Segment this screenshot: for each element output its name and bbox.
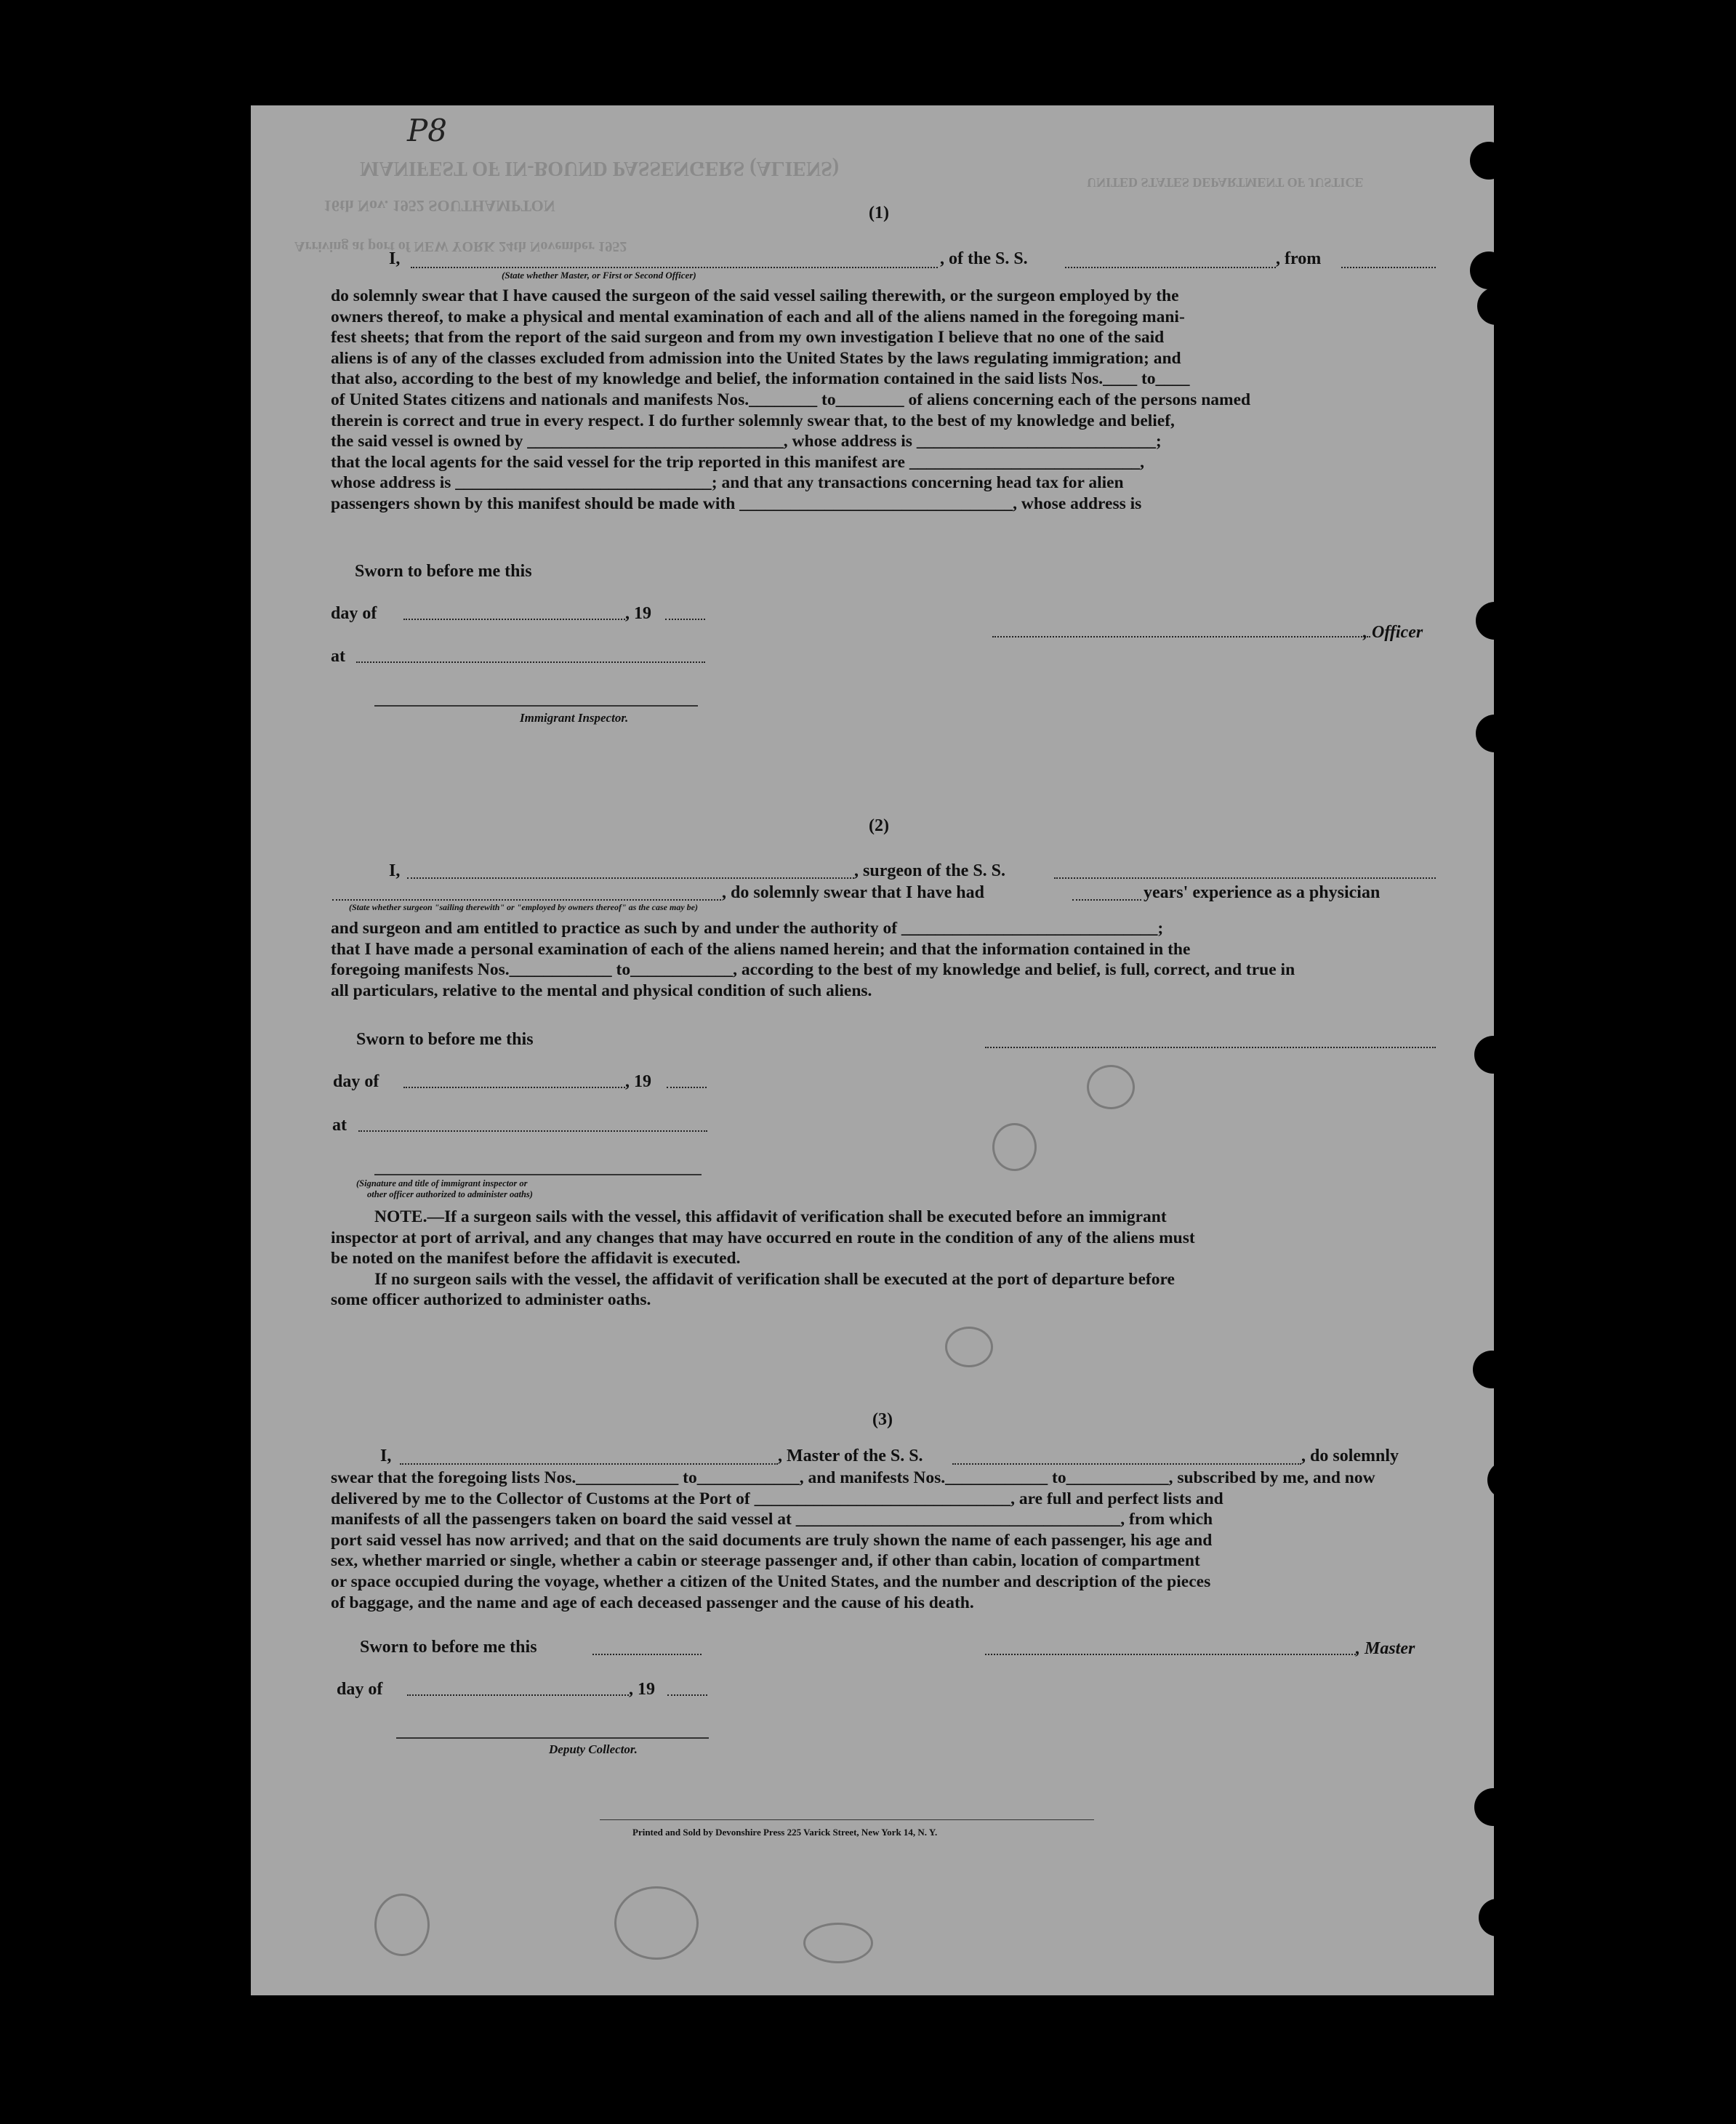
section-3-number: (3): [872, 1410, 893, 1429]
faint-department: UNITED STATES DEPARTMENT OF JUSTICE: [1087, 175, 1364, 190]
section-2-body: and surgeon and am entitled to practice as such by and under the authority of ______________________________; that I have made a personal examination of each of the aliens named herein; and that the information contained in the foregoing manifests Nos.____________ to____________, according to the best of my knowledge and belief, is full, correct, and true in all particulars, relative to the mental and physical condition of such aliens.: [331, 919, 1295, 1000]
punch-hole: [1474, 1788, 1512, 1826]
section-2-year: , 19: [625, 1072, 651, 1091]
faint-title: MANIFEST OF IN-BOUND PASSENGERS (ALIENS): [360, 157, 840, 180]
ink-stamp-mark: [1087, 1065, 1135, 1109]
manifest-page: [251, 105, 1494, 1995]
section-1-at: at: [331, 647, 345, 666]
punch-hole: [1477, 287, 1515, 325]
punch-hole: [1476, 715, 1514, 752]
section-3-i: I,: [380, 1447, 392, 1465]
section-3-day-of: day of: [337, 1680, 383, 1699]
punch-hole: [1470, 252, 1508, 289]
section-3-master: , Master of the S. S.: [778, 1447, 923, 1465]
section-1-caption: (State whether Master, or First or Second Officer): [502, 270, 696, 281]
section-2-signature-caption-2: other officer authorized to administer oaths): [367, 1189, 533, 1199]
section-3-body: swear that the foregoing lists Nos.____________ to____________, and manifests Nos.____________ to____________, subscribed by me, and now delivered by me to the Collector of Customs at the Port of ______________________________, are full and perfect lists and manifests of all the passengers taken on board the said vessel at ______________________________________, from which port said vessel has now arrived; and that on the said documents are truly shown the name of each passenger, his age and sex, whether married or single, whether a cabin or steerage passenger and, if other than cabin, location of compartment or space occupied during the voyage, whether a citizen of the United States, and the number and description of the pieces of baggage, and the name and age of each deceased passenger and the cause of his death.: [331, 1468, 1375, 1612]
ink-stamp-mark: [614, 1886, 699, 1960]
section-2-day-of: day of: [333, 1072, 379, 1091]
faint-ship-line: 16th Nov. 1952 SOUTHAMPTON: [324, 197, 555, 215]
section-1-number: (1): [869, 204, 889, 222]
page-annotation: P8: [407, 113, 447, 148]
section-2-years: years' experience as a physician: [1144, 883, 1381, 902]
section-3-sworn: Sworn to before me this: [360, 1638, 537, 1657]
punch-hole: [1473, 1351, 1511, 1388]
punch-hole: [1479, 1899, 1516, 1936]
section-1-sworn: Sworn to before me this: [355, 562, 532, 581]
section-1-year: , 19: [625, 604, 651, 623]
section-3-collector-caption: Deputy Collector.: [549, 1742, 638, 1756]
section-1-body: do solemnly swear that I have caused the surgeon of the said vessel sailing therewith, or the surgeon employed by the owners thereof, to make a physical and mental examination of each and all of the aliens named in the foregoing mani- fest sheets; that from the report of the said surgeon and from my own investigation I believe that no one of the said aliens is of any of the classes excluded from admission into the United States by the laws regulating immigration; and that also, according to the best of my knowledge and belief, the information contained in the said lists Nos.____ to____ of United States citizens and nationals and manifests Nos.________ to________ of aliens concerning each of the persons named therein is correct and true in every respect. I do further solemnly swear that, to the best of my knowledge and belief, the said vessel is owned by ______________________________, whose address is ____________________________; that the local agents for the said vessel for the trip reported in this manifest are ___________________________, whose address is ______________________________; and that any transactions concerning head tax for alien passengers shown by this manifest should be made with ________________________________, whose address is: [331, 286, 1251, 513]
section-2-number: (2): [869, 816, 889, 835]
punch-hole: [1487, 1461, 1525, 1499]
section-3-year: , 19: [629, 1680, 655, 1699]
note-block: NOTE.—If a surgeon sails with the vessel, this affidavit of verification shall be executed before an immigrant inspector at port of arrival, and any changes that may have occurred en route in the condition of any of the aliens must be noted on the manifest before the affidavit is executed. If no surgeon sails with the vessel, the affidavit of verification shall be executed at the port of departure before some officer authorized to administer oaths.: [331, 1207, 1195, 1310]
section-2-swear: , do solemnly swear that I have had: [722, 883, 984, 902]
section-1-i: I,: [389, 249, 401, 268]
section-1-day-of: day of: [331, 604, 377, 623]
ink-stamp-mark: [374, 1894, 430, 1956]
ink-stamp-mark: [803, 1923, 873, 1963]
section-1-officer: , Officer: [1363, 623, 1423, 642]
section-2-sworn: Sworn to before me this: [356, 1030, 534, 1049]
section-2-i: I,: [389, 861, 401, 880]
ink-stamp-mark: [992, 1123, 1037, 1171]
section-1-inspector-caption: Immigrant Inspector.: [520, 711, 629, 725]
punch-hole: [1470, 142, 1508, 180]
ink-stamp-mark: [945, 1327, 993, 1367]
section-2-caption: (State whether surgeon "sailing therewith" or "employed by owners thereof" as the case may be): [349, 902, 698, 912]
section-1-from: , from: [1276, 249, 1322, 268]
section-1-ss: , of the S. S.: [940, 249, 1028, 268]
faint-arrival-line: Arriving at port of NEW YORK 24th November 1952: [294, 238, 627, 254]
section-3-master-signature: , Master: [1356, 1639, 1415, 1658]
section-2-surgeon: , surgeon of the S. S.: [854, 861, 1006, 880]
section-2-at: at: [332, 1116, 347, 1135]
section-2-signature-caption-1: (Signature and title of immigrant inspector or: [356, 1178, 528, 1188]
printer-imprint: Printed and Sold by Devonshire Press 225 Varick Street, New York 14, N. Y.: [632, 1827, 938, 1838]
section-3-swear: , do solemnly: [1301, 1447, 1399, 1465]
punch-hole: [1476, 602, 1514, 640]
punch-hole: [1474, 1036, 1512, 1074]
